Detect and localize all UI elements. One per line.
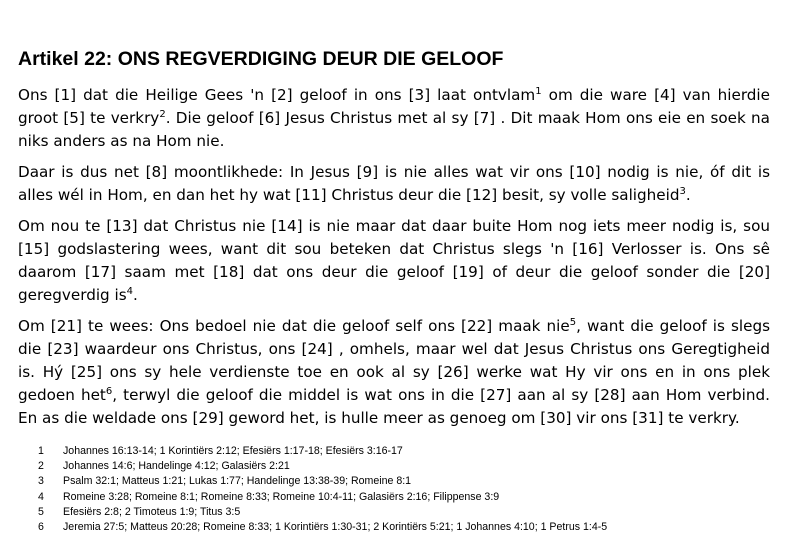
article-title: Artikel 22: ONS REGVERDIGING DEUR DIE GELOOF <box>18 48 504 70</box>
footnote-number: 2 <box>38 460 44 473</box>
footnote-item <box>18 459 770 474</box>
footnote-number: 4 <box>38 490 44 503</box>
paragraph-text: . <box>133 286 138 304</box>
footnote-text: Psalm 32:1; Matteus 1:21; Lukas 1:77; Handelinge 13:38-39; Romeine 8:1 <box>63 475 412 488</box>
paragraph <box>18 315 770 430</box>
footnote-number: 6 <box>38 521 44 534</box>
footnote-text: Jeremia 27:5; Matteus 20:28; Romeine 8:33; 1 Korintiërs 1:30-31; 2 Korintiërs 5:21; 1 Johannes 4:10; 1 Petrus 1:4-5 <box>63 521 608 534</box>
footnote-text: Johannes 16:13-14; 1 Korintiërs 2:12; Efesiërs 1:17-18; Efesiërs 3:16-17 <box>63 445 403 457</box>
footnote-ref: 2 <box>159 109 166 120</box>
footnote-text: Efesiërs 2:8; 2 Timoteus 1:9; Titus 3:5 <box>63 505 241 518</box>
footnote-item <box>18 474 770 489</box>
paragraph-text: Ons [1] dat die Heilige Gees 'n [2] geloof in ons [3] laat ontvlam <box>18 86 536 104</box>
article-body <box>18 84 770 430</box>
footnote-number: 3 <box>38 475 44 488</box>
footnote-ref: 4 <box>126 286 134 297</box>
footnote-ref: 3 <box>679 186 686 197</box>
paragraph-text: . <box>685 186 691 204</box>
footnote-number: 1 <box>38 445 44 457</box>
footnote-number: 5 <box>38 505 44 518</box>
paragraph-text: Daar is dus net [8] moontlikhede: In Jesus [9] is nie alles wat vir ons [10] nodig is nie, óf dit is alles wél in Hom, en dan het hy wat [11] Christus deur die [12] besit, sy volle saligheid <box>18 163 770 204</box>
paragraph <box>18 161 770 207</box>
footnote-text: Johannes 14:6; Handelinge 4:12; Galasiërs 2:21 <box>63 460 290 473</box>
paragraph <box>18 215 770 307</box>
footnote-ref: 5 <box>569 317 577 328</box>
footnote-ref: 1 <box>535 86 542 97</box>
document-page <box>18 46 770 535</box>
footnote-item <box>18 520 770 535</box>
footnote-text: Romeine 3:28; Romeine 8:1; Romeine 8:33; Romeine 10:4-11; Galasiërs 2:16; Filippense 3:9 <box>63 490 500 503</box>
paragraph-text: . Die geloof [6] Jesus Christus met al sy [7] . Dit maak Hom ons eie en soek na niks anders as na Hom nie. <box>18 109 770 150</box>
footnote-item <box>18 444 770 459</box>
paragraph-text: Om nou te [13] dat Christus nie [14] is nie maar dat daar buite Hom nog iets meer nodig is, sou [15] godslastering wees, want dit sou beteken dat Christus slegs 'n [16] Verlosser is. Ons sê daarom [17] saam met [18] dat ons deur die geloof [19] of deur die geloof sonder die [20] geregverdig is <box>18 217 770 304</box>
paragraph-text: om die ware [4] van hierdie groot [5] te verkry <box>18 86 770 127</box>
paragraph-text: Om [21] te wees: Ons bedoel nie dat die geloof self ons [22] maak nie <box>18 317 570 335</box>
paragraph-text: , terwyl die geloof die middel is wat ons in die [27] aan al sy [28] aan Hom verbind. En as die weldade ons [29] geword het, is hulle meer as genoeg om [30] vir ons [31] te verkry. <box>18 386 770 427</box>
footnote-item <box>18 490 770 505</box>
footnote-ref: 6 <box>105 386 113 397</box>
paragraph-text: , want die geloof is slegs die [23] waardeur ons Christus, ons [24] , omhels, maar wel dat Jesus Christus ons Geregtigheid is. Hý [25] ons sy hele verdienste toe en ook al sy [26] werke wat Hy vir ons en in ons plek gedoen het <box>18 317 770 404</box>
footnote-item <box>18 505 770 520</box>
footnotes <box>18 444 770 535</box>
paragraph <box>18 84 770 153</box>
